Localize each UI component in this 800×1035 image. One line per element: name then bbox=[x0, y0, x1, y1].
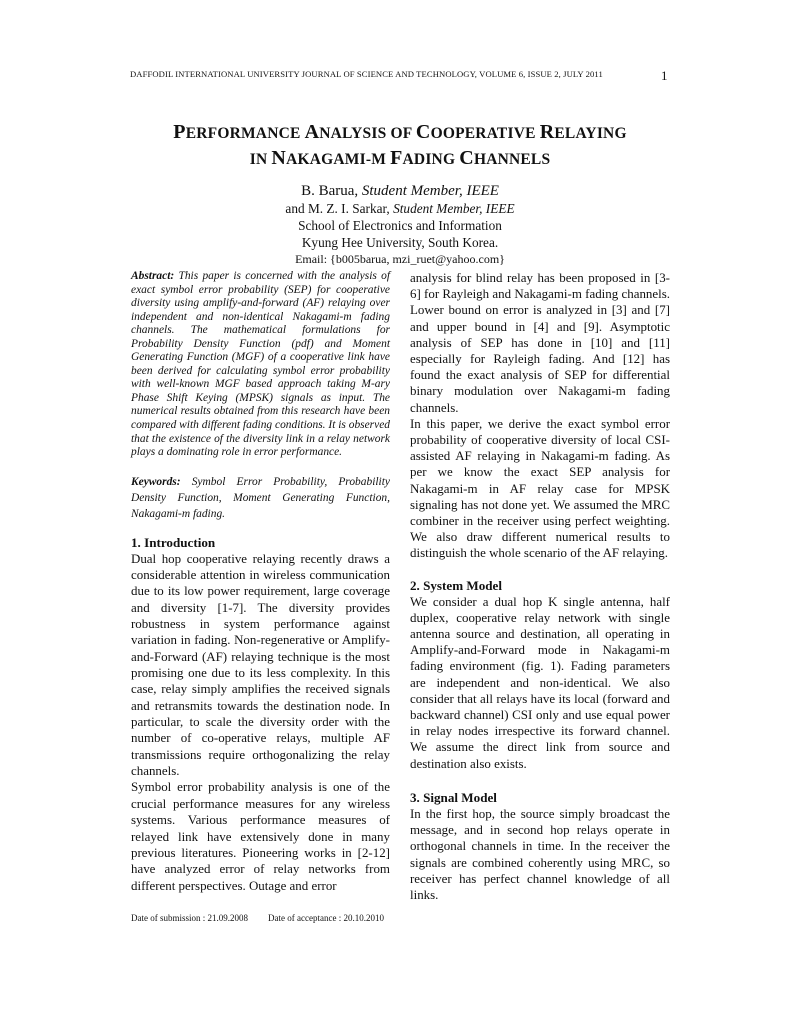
system-model-paragraph: We consider a dual hop K single antenna, half duplex, cooperative relay network with single antenna source and destination, all operating in Amplify-and-Forward mode in Nakagami-m fading environment (fig. 1). Fading parameters are independent and non-identical. We also consider that all relays have its local (forward and backward channel) CSI only and use equal power in relay nodes irrespective its forward channel. We assume the direct link from source and destination also exists. bbox=[410, 593, 670, 771]
keywords-label: Keywords: bbox=[131, 475, 181, 488]
title-word: IN bbox=[249, 151, 272, 168]
signal-model-paragraph: In the first hop, the source simply broadcast the message, and in second hop relays operate in orthogonal channels in time. In the receiver the signals are combined coherently using MRC, so receiver has perfect channel knowledge of all links. bbox=[410, 805, 670, 902]
title-word: ANALYSIS OF bbox=[304, 121, 416, 143]
section-heading-introduction: 1. Introduction bbox=[131, 534, 216, 550]
title-word: NAKAGAMI-M bbox=[271, 147, 391, 169]
abstract-label: Abstract: bbox=[131, 270, 175, 282]
author-block bbox=[0, 183, 800, 268]
introduction-paragraph-2-continued: analysis for blind relay has been proposed in [3-6] for Rayleigh and Nakagami-m fading channels. Lower bound on error is analyzed in [3] and [7] and upper bound in [4] and [9]. Asymptotic analysis of SEP has done in [10] and [11] especially for Rayleigh fading. And [12] has found the exact analysis of SEP for differential binary modulation over Nakagami-m fading channels. bbox=[410, 270, 670, 415]
university: Kyung Hee University, South Korea. bbox=[301, 235, 499, 250]
page-number: 1 bbox=[661, 68, 668, 83]
introduction-paragraph-1: Dual hop cooperative relaying recently draws a considerable attention in wireless communication due to its low power requirement, large coverage and diversity [1-7]. The diversity provides robustness in system performance against variation in fading. Non-regenerative or Amplify-and-Forward (AF) relaying technique is the most promising one due to its less complexity. In this case, relay simply amplifies the received signals and retransmits towards the destination node. In particular, to scale the diversity order with the number of co-operative relays, multiple AF transmissions require orthogonalizing the relay channels. bbox=[131, 550, 390, 779]
title-word: COOPERATIVE bbox=[415, 121, 540, 143]
introduction-paragraph-2: Symbol error probability analysis is one of the crucial performance measures for any wireless systems. Various performance measures of relayed link have extensively done in many previous literatures. Pioneering works in [2-12] have analyzed error of relay networks from different perspectives. Outage and error bbox=[131, 779, 390, 893]
section-heading-system-model: 2. System Model bbox=[410, 577, 503, 593]
introduction-paragraph-3: In this paper, we derive the exact symbol error probability of cooperative diversity of local CSI-assisted AF relaying in Nakagami-m fading. As per we know the exact SEP analysis for Nakagami-m in AF relay case for MPSK signaling has not done yet. We assumed the MRC combiner in the receiver using perfect weighting. We also draw different numerical results to distinguish the whole scenario of the AF relaying. bbox=[410, 415, 670, 561]
submission-date: Date of submission : 21.09.2008 bbox=[131, 913, 248, 923]
acceptance-date: Date of acceptance : 20.10.2010 bbox=[268, 913, 384, 923]
section-heading-signal-model: 3. Signal Model bbox=[410, 789, 497, 805]
keywords bbox=[131, 474, 390, 522]
footer-dates bbox=[131, 913, 384, 923]
affiliation: School of Electronics and Information bbox=[298, 218, 502, 233]
paper-title-line-1 bbox=[0, 122, 800, 142]
title-word: PERFORMANCE bbox=[173, 121, 305, 143]
author-email: Email: {b005barua, mzi_ruet@yahoo.com} bbox=[295, 252, 505, 266]
author-2: and M. Z. I. Sarkar, Student Member, IEEE bbox=[285, 201, 515, 216]
title-word: RELAYING bbox=[539, 121, 627, 143]
left-column bbox=[131, 270, 390, 894]
paper-title-line-2 bbox=[0, 148, 800, 168]
title-word: FADING bbox=[390, 147, 460, 169]
abstract-text: This paper is concerned with the analysis of exact symbol error probability (SEP) for cooperative diversity using amplify-and-forward (AF) relaying over independent and non-identical Nakagami-m fading channels. The mathematical formulations for Probability Density Function (pdf) and Moment Generating Function (MGF) of a cooperative link have been derived for calculating symbol error probability with well-known MGF based approach taking M-ary Phase Shift Keying (MPSK) signals as input. The numerical results obtained from this research have been compared with different fading conditions. It is observed that the existence of the diversity link in a relay network plays a dominating role in error performance. bbox=[131, 270, 391, 459]
abstract bbox=[131, 270, 390, 460]
keywords-text: Symbol Error Probability, Probability Density Function, Moment Generating Function, Nakagami-m fading. bbox=[131, 475, 390, 520]
right-column bbox=[410, 270, 670, 903]
title-word: CHANNELS bbox=[459, 147, 551, 169]
author-1: B. Barua, Student Member, IEEE bbox=[301, 183, 499, 199]
running-header: DAFFODIL INTERNATIONAL UNIVERSITY JOURNAL OF SCIENCE AND TECHNOLOGY, VOLUME 6, ISSUE 2, JULY 2011 bbox=[130, 69, 603, 79]
